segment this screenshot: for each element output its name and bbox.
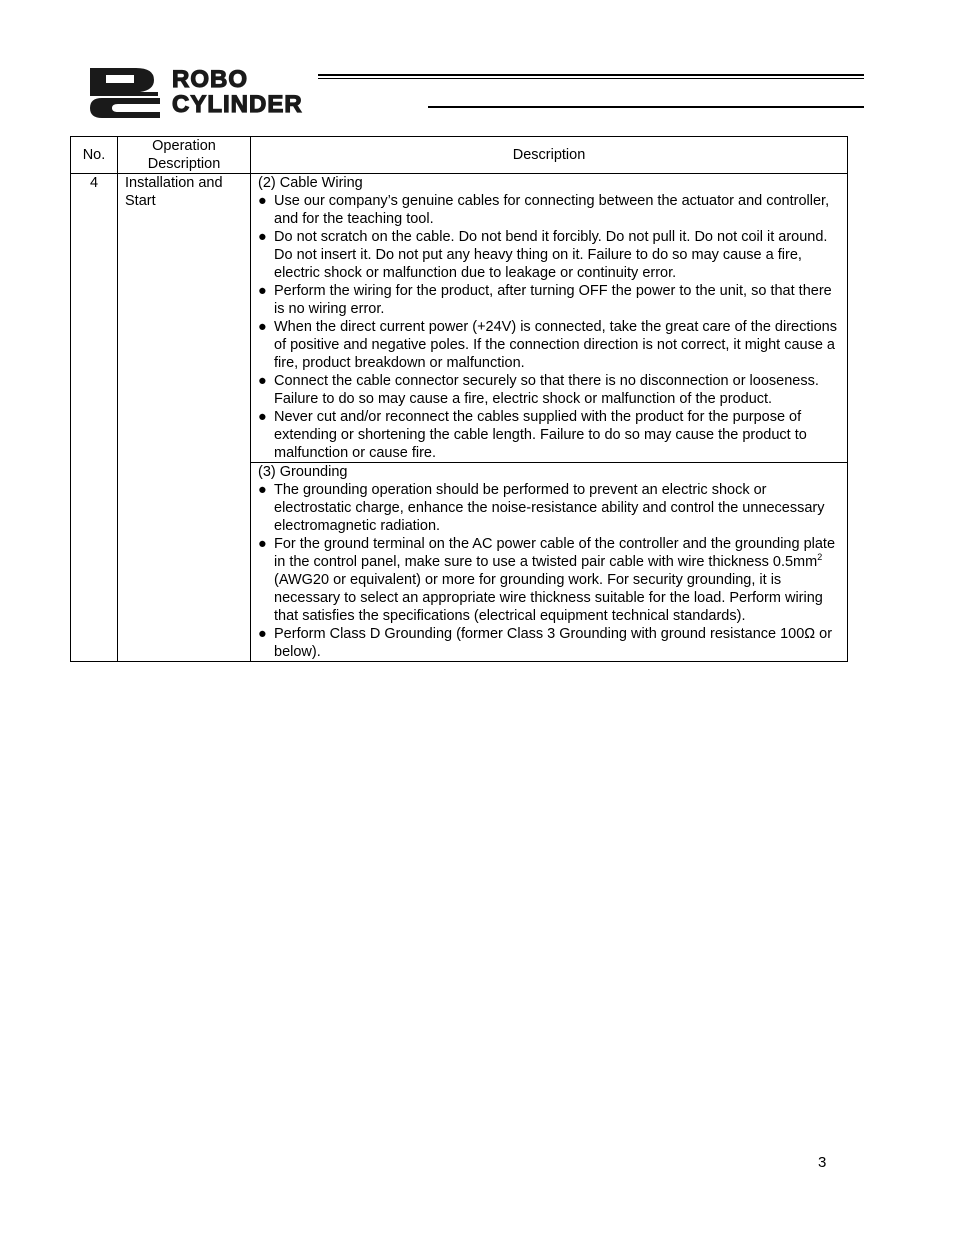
header-description: Description [251,137,848,174]
list-item: ● For the ground terminal on the AC power cable of the controller and the grounding plate in the control panel, make sure to use a twisted pair cable with wire thickness $0.5mm^2$ (AWG20 or equivalent) or more for grounding work. For security grounding, it is necessary to select an appropriate wire thickness suitable for the load. Perform wiring that satisfies the specifications (electrical equipment technical standards). [258,536,836,624]
precautions-table [70,136,848,662]
list-item: ● Use our company’s genuine cables for connecting between the actuator and controller, and for the teaching tool. [258,193,830,227]
list-item: ● The grounding operation should be performed to prevent an electric shock or electrostatic charge, enhance the noise-resistance ability and control the unnecessary electromagnetic radiation. [258,482,825,534]
header-rule-top [318,74,864,76]
page-number: 3 [818,1154,827,1171]
list-item: ● Perform Class D Grounding (former Class 3 Grounding with ground resistance 100Ω or below). [258,626,833,660]
bullet-icon: ● [258,373,267,389]
header-rule-top-thin [318,78,864,79]
section-grounding [251,463,848,662]
header-operation: Operation Description [118,137,251,174]
bullet-icon: ● [258,409,267,425]
bullet-icon: ● [258,193,267,209]
superscript: 2 [817,552,823,563]
list-item: ● When the direct current power (+24V) is connected, take the great care of the directions of positive and negative poles. If the connection direction is not correct, it might cause a fire, product breakdown or malfunction. [258,319,837,371]
logo-text-cylinder: CYLINDER [172,91,303,118]
table-row [71,174,848,463]
logo-text-robo: ROBO [172,66,248,93]
bullet-list [258,481,840,661]
bullet-icon: ● [258,482,267,498]
list-item: ● Perform the wiring for the product, after turning OFF the power to the unit, so that there is no wiring error. [258,283,832,317]
list-item: ● Do not scratch on the cable. Do not bend it forcibly. Do not pull it. Do not coil it around. Do not insert it. Do not put any heavy thing on it. Failure to do so may cause a fire, electric shock or malfunction due to leakage or continuity error. [258,229,828,281]
bullet-icon: ● [258,283,267,299]
bullet-icon: ● [258,229,267,245]
table-header-row [71,137,848,174]
row-no: 4 [71,174,118,662]
header-no: No. [71,137,118,174]
bullet-icon: ● [258,319,267,335]
page-header [0,0,954,130]
rc-logo-icon [88,66,164,118]
list-item: ● Connect the cable connector securely so that there is no disconnection or looseness. Failure to do so may cause a fire, electric shock or malfunction of the product. [258,373,819,407]
section-cable-wiring [251,174,848,463]
bullet-icon: ● [258,536,267,552]
section-title: (2) Cable Wiring [258,175,363,191]
section-title: (3) Grounding [258,464,348,480]
header-rule-middle [428,106,864,108]
list-item: ● Never cut and/or reconnect the cables supplied with the product for the purpose of extending or shortening the cable length. Failure to do so may cause the product to malfunction or cause fire. [258,409,807,461]
bullet-icon: ● [258,626,267,642]
bullet-list [258,192,840,462]
row-operation: Installation and Start [118,174,251,662]
